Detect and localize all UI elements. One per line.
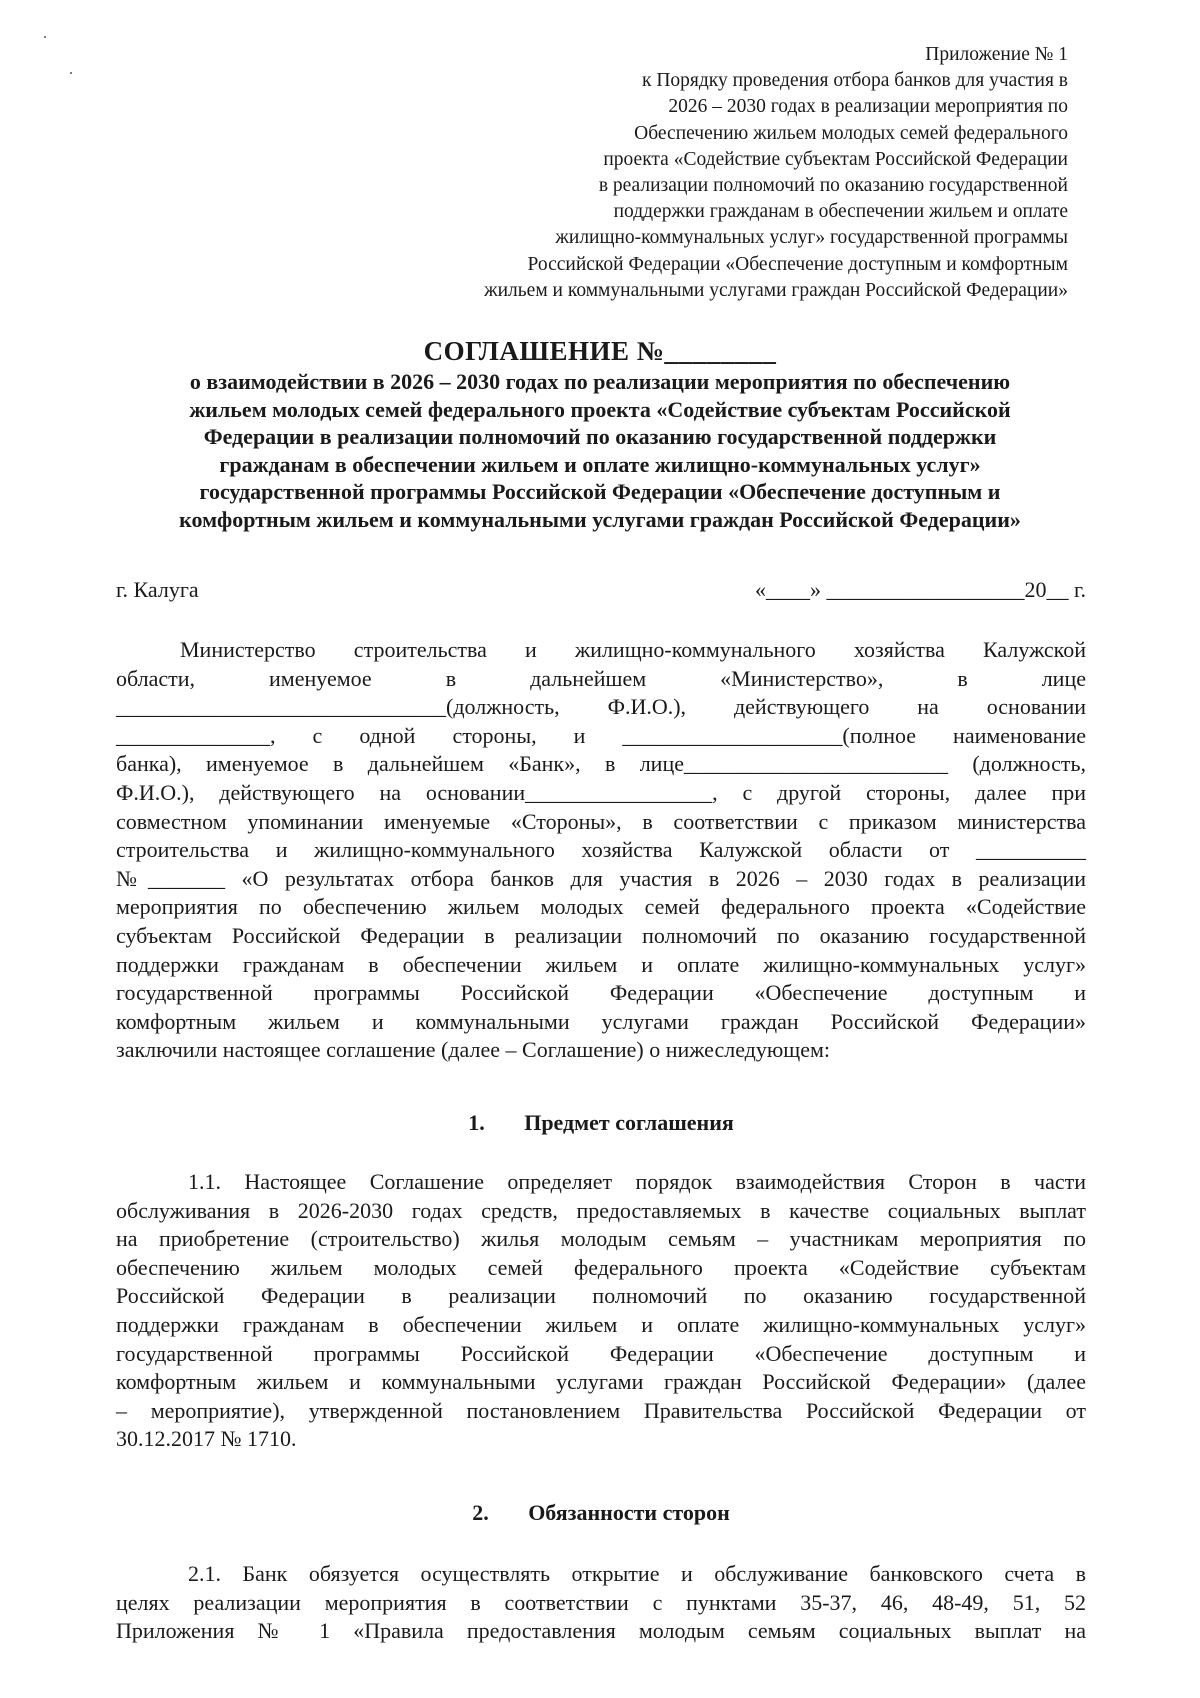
subtitle-line: гражданам в обеспечении жильем и оплате жилищно-коммунальных услуг» bbox=[219, 451, 981, 477]
appendix-line: к Порядку проведения отбора банков для участия в bbox=[641, 70, 1068, 92]
date-field: «____» __________________20__ г. bbox=[754, 577, 1086, 602]
scan-speck bbox=[44, 36, 46, 38]
appendix-line: жилищно-коммунальных услуг» государственной программы bbox=[555, 227, 1068, 249]
paragraph-line: ______________, с одной стороны, и ____________________(полное наименование bbox=[116, 722, 1086, 748]
clause-1-1 bbox=[116, 1168, 1086, 1454]
paragraph-line: ______________________________(должность, Ф.И.О.), действующего на основании bbox=[116, 694, 1086, 720]
appendix-line: поддержки гражданам в обеспечении жильем и оплате bbox=[613, 201, 1068, 223]
section-1-heading bbox=[116, 1110, 1086, 1136]
appendix-line: жильем и коммунальными услугами граждан Российской Федерации» bbox=[484, 279, 1068, 301]
paragraph-line: мероприятия по обеспечению жильем молодых семей федерального проекта «Содействие bbox=[116, 894, 1086, 920]
place-date-row bbox=[116, 577, 1086, 607]
paragraph-line: 30.12.2017 № 1710. bbox=[116, 1426, 297, 1452]
section-title: Предмет соглашения bbox=[524, 1110, 734, 1135]
paragraph-line: области, именуемое в дальнейшем «Министерство», в лице bbox=[116, 665, 1086, 691]
paragraph-line: Ф.И.О.), действующего на основании_________________, с другой стороны, далее при bbox=[116, 779, 1086, 805]
paragraph-line: №_______ «О результатах отбора банков для участия в 2026 – 2030 годах в реализации bbox=[116, 865, 1086, 891]
appendix-line: в реализации полномочий по оказанию государственной bbox=[598, 175, 1068, 197]
scan-speck bbox=[70, 72, 72, 74]
appendix-line: Российской Федерации «Обеспечение доступным и комфортным bbox=[527, 253, 1068, 275]
subtitle-line: о взаимодействии в 2026 – 2030 годах по реализации мероприятия по обеспечению bbox=[189, 369, 1011, 394]
appendix-line: проекта «Содействие субъектам Российской Федерации bbox=[603, 148, 1068, 170]
appendix-line: 2026 – 2030 годах в реализации мероприятия по bbox=[668, 96, 1068, 118]
paragraph-line: поддержки гражданам в обеспечении жильем и оплате жилищно-коммунальных услуг» bbox=[116, 1311, 1086, 1337]
paragraph-line: субъектам Российской Федерации в реализации полномочий по оказанию государственной bbox=[116, 922, 1086, 948]
section-title: Обязанности сторон bbox=[528, 1500, 730, 1525]
subtitle-line: государственной программы Российской Федерации «Обеспечение доступным и bbox=[199, 479, 1001, 504]
paragraph-line: заключили настоящее соглашение (далее – Соглашение) о нижеследующем: bbox=[116, 1037, 831, 1063]
paragraph-line: комфортным жильем и коммунальными услугами граждан Российской Федерации» bbox=[116, 1008, 1086, 1034]
clause-2-1 bbox=[116, 1560, 1086, 1646]
paragraph-line: на приобретение (строительство) жилья молодым семьям – участникам мероприятия по bbox=[116, 1226, 1086, 1252]
section-number: 2. bbox=[472, 1500, 489, 1525]
paragraph-line: 1.1. Настоящее Соглашение определяет порядок взаимодействия Сторон в части bbox=[188, 1169, 1086, 1194]
agreement-subtitle bbox=[110, 368, 1090, 533]
appendix-line: Приложение № 1 bbox=[925, 44, 1068, 65]
city-label: г. Калуга bbox=[116, 577, 199, 602]
subtitle-line: жильем молодых семей федерального проекта «Содействие субъектам Российской bbox=[189, 396, 1011, 422]
paragraph-line: обслуживания в 2026-2030 годах средств, предоставляемых в качестве социальных выплат bbox=[116, 1197, 1086, 1223]
paragraph-line: строительства и жилищно-коммунального хозяйства Калужской области от __________ bbox=[116, 837, 1086, 863]
paragraph-line: 2.1. Банк обязуется осуществлять открытие и обслуживание банковского счета в bbox=[188, 1561, 1086, 1586]
intro-paragraph bbox=[116, 636, 1086, 1065]
paragraph-line: совместном упоминании именуемые «Стороны», в соответствии с приказом министерства bbox=[116, 808, 1086, 834]
appendix-header bbox=[368, 42, 1068, 304]
paragraph-line: государственной программы Российской Федерации «Обеспечение доступным и bbox=[116, 1340, 1086, 1366]
subtitle-line: Федерации в реализации полномочий по оказанию государственной поддержки bbox=[203, 424, 997, 449]
paragraph-line: целях реализации мероприятия в соответствии с пунктами 35-37, 46, 48-49, 51, 52 bbox=[116, 1589, 1086, 1615]
section-2-heading bbox=[116, 1500, 1086, 1526]
paragraph-line: комфортным жильем и коммунальными услугами граждан Российской Федерации» (далее bbox=[116, 1369, 1086, 1395]
appendix-line: Обеспечению жильем молодых семей федерального bbox=[634, 122, 1068, 144]
subtitle-line: комфортным жильем и коммунальными услугами граждан Российской Федерации» bbox=[179, 506, 1021, 532]
paragraph-line: государственной программы Российской Федерации «Обеспечение доступным и bbox=[116, 980, 1086, 1006]
paragraph-line: обеспечению жильем молодых семей федерального проекта «Содействие субъектам bbox=[116, 1254, 1086, 1280]
paragraph-line: банка), именуемое в дальнейшем «Банк», в лице________________________ (должность, bbox=[116, 751, 1086, 777]
agreement-title: СОГЛАШЕНИЕ №________ bbox=[423, 336, 777, 366]
paragraph-line: Приложения № 1 «Правила предоставления молодым семьям социальных выплат на bbox=[116, 1618, 1086, 1644]
section-number: 1. bbox=[468, 1110, 485, 1135]
paragraph-line: Российской Федерации в реализации полномочий по оказанию государственной bbox=[116, 1283, 1086, 1309]
paragraph-line: – мероприятие), утвержденной постановлением Правительства Российской Федерации от bbox=[116, 1397, 1086, 1423]
paragraph-line: Министерство строительства и жилищно-коммунального хозяйства Калужской bbox=[180, 637, 1086, 662]
paragraph-line: поддержки гражданам в обеспечении жильем и оплате жилищно-коммунальных услуг» bbox=[116, 951, 1086, 977]
